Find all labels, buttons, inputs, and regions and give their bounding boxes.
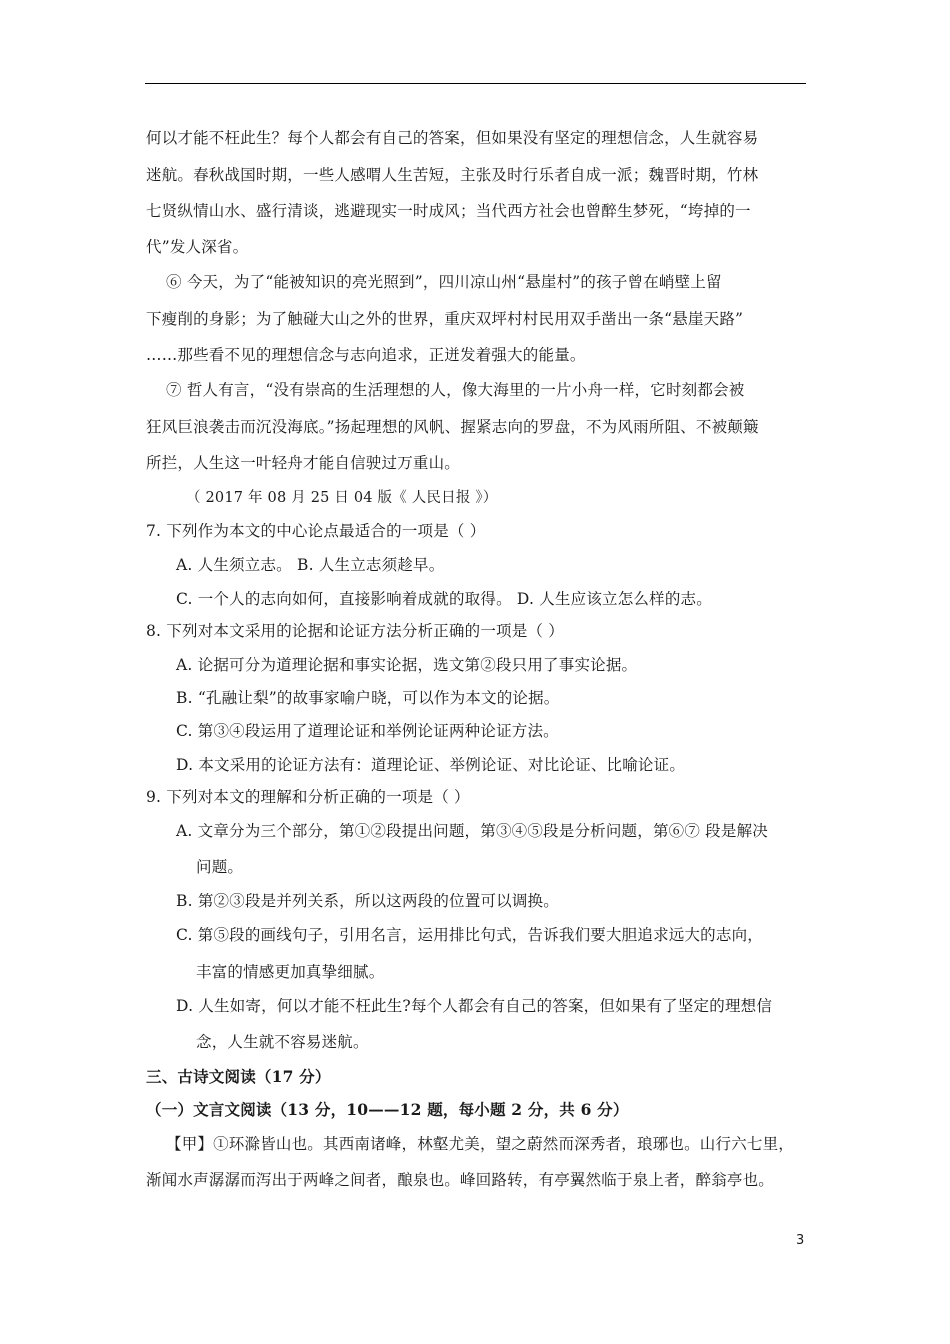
question-9: 9. 下列对本文的理解和分析正确的一项是（ ）: [146, 788, 470, 806]
question-9-option-a: A. 文章分为三个部分，第①②段提出问题，第③④⑤段是分析问题，第⑥⑦ 段是解决: [176, 822, 768, 840]
question-8-option-a: A. 论据可分为道理论据和事实论据，选文第②段只用了事实论据。: [176, 656, 638, 674]
paragraph-7-line: ⑦ 哲人有言，“没有崇高的生活理想的人，像大海里的一片小舟一样，它时刻都会被: [166, 381, 745, 399]
paragraph-7-line: 狂风巨浪袭击而沉没海底。”扬起理想的风帆、握紧志向的罗盘，不为风雨所阻、不被颠簸: [146, 418, 759, 436]
question-8: 8. 下列对本文采用的论据和论证方法分析正确的一项是（ ）: [146, 622, 564, 640]
question-9-option-c-cont: 丰富的情感更加真挚细腻。: [196, 963, 385, 981]
paragraph-5-line: 七贤纵情山水、盛行清谈，逃避现实一时成风；当代西方社会也曾醉生梦死，“垮掉的一: [146, 202, 751, 220]
classical-text-line: 渐闻水声潺潺而泻出于两峰之间者，酿泉也。峰回路转，有亭翼然临于泉上者，醉翁亭也。: [146, 1171, 775, 1189]
page-number: 3: [796, 1233, 805, 1248]
paragraph-6-line: ……那些看不见的理想信念与志向追求，正迸发着强大的能量。: [146, 346, 586, 364]
question-7: 7. 下列作为本文的中心论点最适合的一项是（ ）: [146, 522, 486, 540]
section-heading: 三、古诗文阅读（17 分）: [146, 1067, 331, 1086]
question-8-option-b: B. “孔融让梨”的故事家喻户晓，可以作为本文的论据。: [176, 689, 560, 707]
question-8-option-c: C. 第③④段运用了道理论证和举例论证两种论证方法。: [176, 722, 559, 740]
paragraph-5-line: 何以才能不枉此生？每个人都会有自己的答案，但如果没有坚定的理想信念，人生就容易: [146, 129, 759, 147]
question-7-options-ab: A. 人生须立志。 B. 人生立志须趁早。: [176, 556, 445, 574]
source-citation: （ 2017 年 08 月 25 日 04 版《 人民日报 》）: [186, 490, 498, 506]
paragraph-5-line: 迷航。春秋战国时期，一些人感喟人生苦短，主张及时行乐者自成一派；魏晋时期，竹林: [146, 166, 759, 184]
paragraph-6-line: ⑥ 今天，为了“能被知识的亮光照到”，四川凉山州“悬崖村”的孩子曾在峭壁上留: [166, 273, 722, 291]
classical-text-line: 【甲】①环滁皆山也。其西南诸峰，林壑尤美，望之蔚然而深秀者，琅琊也。山行六七里，: [166, 1135, 795, 1153]
question-9-option-c: C. 第⑤段的画线句子，引用名言，运用排比句式，告诉我们要大胆追求远大的志向，: [176, 926, 763, 944]
paragraph-6-line: 下瘦削的身影；为了触碰大山之外的世界，重庆双坪村村民用双手凿出一条“悬崖天路”: [146, 310, 744, 328]
question-8-option-d: D. 本文采用的论证方法有：道理论证、举例论证、对比论证、比喻论证。: [176, 756, 686, 774]
paragraph-7-line: 所拦，人生这一叶轻舟才能自信驶过万重山。: [146, 454, 461, 472]
question-9-option-d: D. 人生如寄，何以才能不枉此生?每个人都会有自己的答案，但如果有了坚定的理想信: [176, 997, 773, 1015]
header-rule: [145, 83, 806, 84]
paragraph-5-line: 代”发人深省。: [146, 238, 249, 256]
question-7-options-cd: C. 一个人的志向如何，直接影响着成就的取得。 D. 人生应该立怎么样的志。: [176, 590, 712, 608]
question-9-option-a-cont: 问题。: [196, 858, 244, 876]
sub-section-heading: （一）文言文阅读（13 分，10——12 题，每小题 2 分，共 6 分）: [146, 1100, 629, 1119]
question-9-option-d-cont: 念，人生就不容易迷航。: [196, 1033, 369, 1051]
question-9-option-b: B. 第②③段是并列关系，所以这两段的位置可以调换。: [176, 892, 559, 910]
